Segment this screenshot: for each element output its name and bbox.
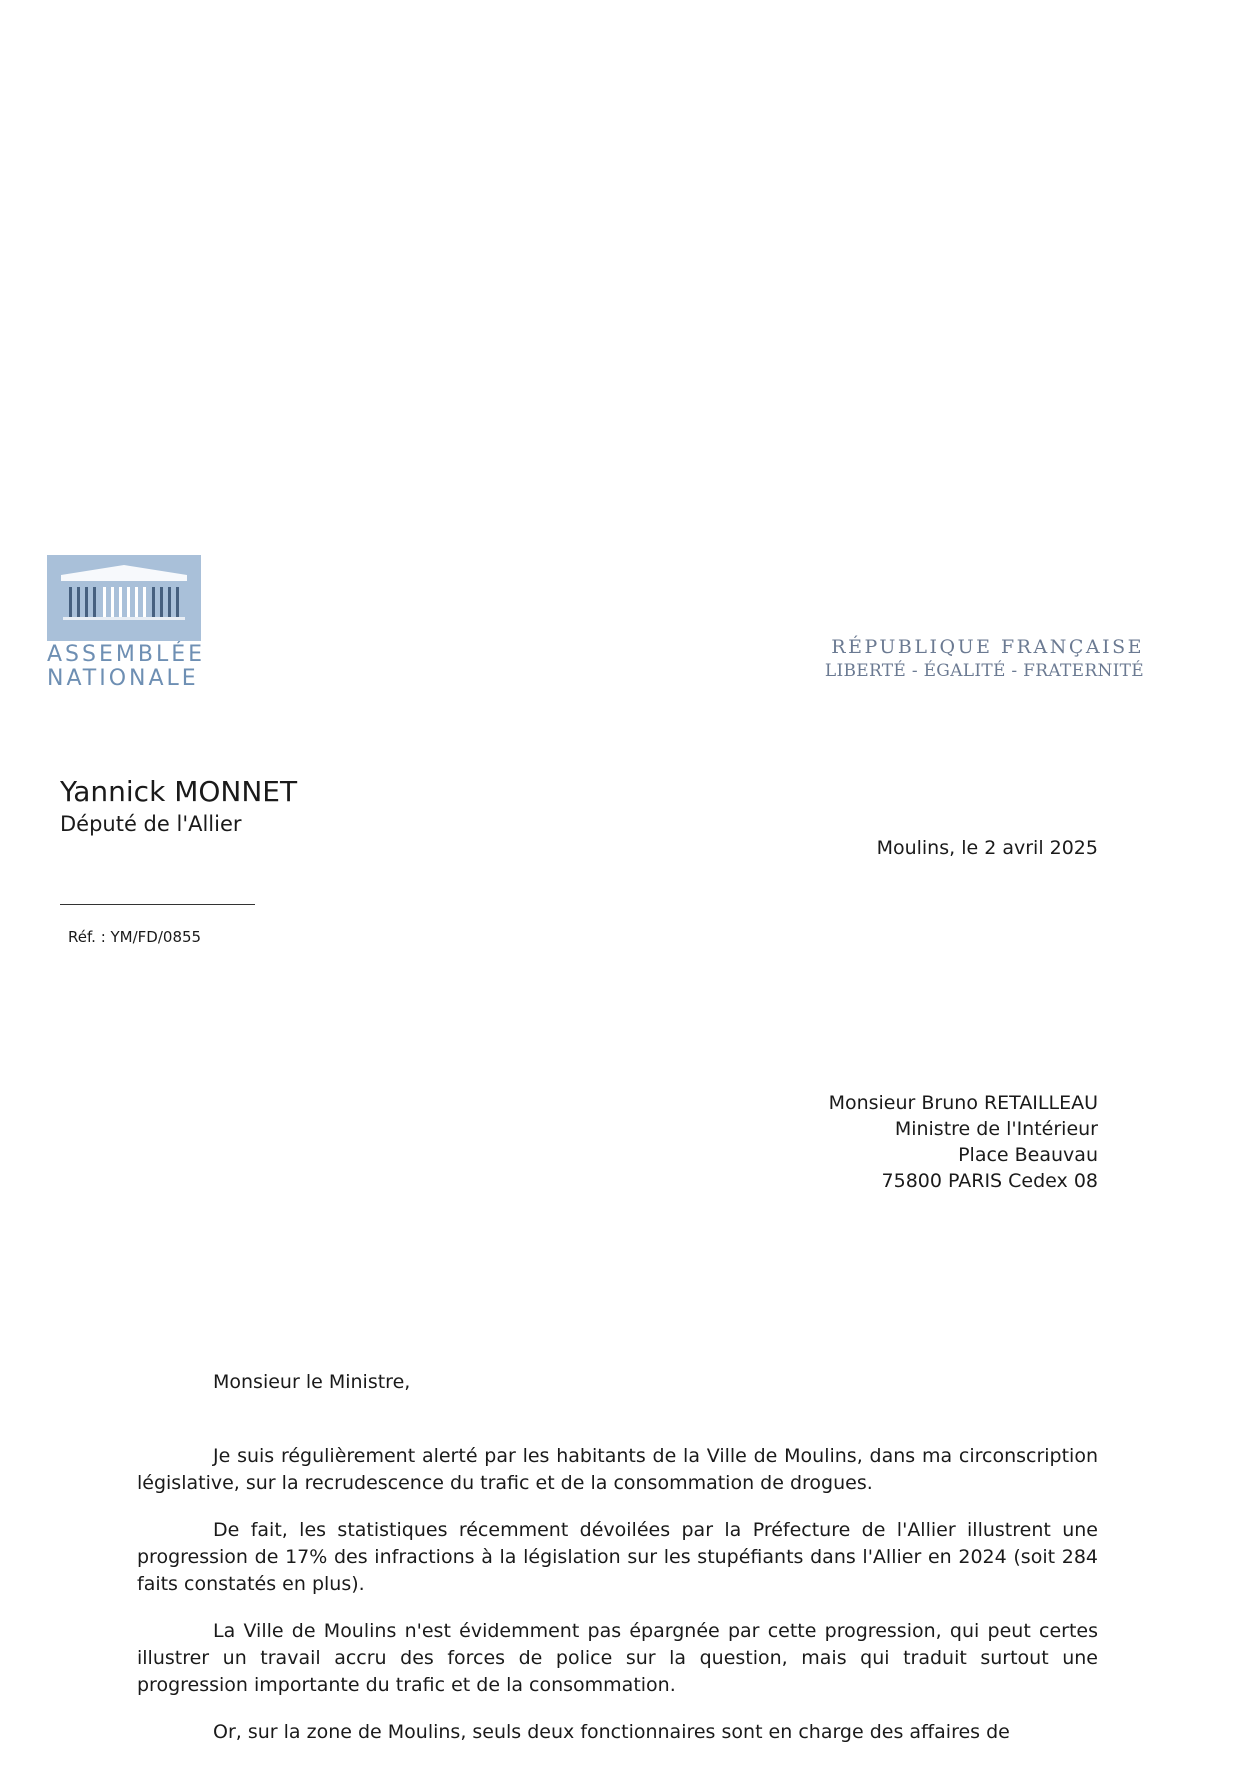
salutation: Monsieur le Ministre, — [213, 1371, 411, 1393]
body-paragraph: Je suis régulièrement alerté par les habitants de la Ville de Moulins, dans ma circonscription législative, sur la recrudescence du trafic et de la consommation de drogues. — [137, 1445, 1098, 1494]
assemblee-nationale-columns-icon — [47, 555, 201, 641]
recipient-title: Ministre de l'Intérieur — [894, 1118, 1098, 1140]
republic-name: RÉPUBLIQUE FRANÇAISE — [831, 636, 1144, 658]
logo-text-line1: ASSEMBLÉE — [47, 642, 206, 667]
republic-motto: LIBERTÉ - ÉGALITÉ - FRATERNITÉ — [824, 661, 1144, 681]
sender-divider — [60, 904, 255, 905]
recipient-name: Monsieur Bruno RETAILLEAU — [828, 1092, 1098, 1114]
body-paragraph: Or, sur la zone de Moulins, seuls deux fonctionnaires sont en charge des affaires de — [213, 1721, 1010, 1743]
reference-number: Réf. : YM/FD/0855 — [68, 928, 202, 946]
date-line: Moulins, le 2 avril 2025 — [876, 837, 1098, 859]
body-paragraph: La Ville de Moulins n'est évidemment pas épargnée par cette progression, qui peut certes illustrer un travail accru des forces de police sur la question, mais qui traduit surtout une progression importante du trafic et de la consommation. — [137, 1620, 1098, 1696]
recipient-address — [829, 1090, 1098, 1194]
sender-name: Yannick MONNET — [60, 775, 298, 808]
sender-title: Député de l'Allier — [60, 812, 242, 836]
recipient-city: 75800 PARIS Cedex 08 — [881, 1170, 1098, 1192]
assemblee-nationale-logo — [47, 555, 207, 691]
body-paragraph: De fait, les statistiques récemment dévoilées par la Préfecture de l'Allier illustrent une progression de 17% des infractions à la législation sur les stupéfiants dans l'Allier en 2024 (soit 284 faits constatés en plus). — [137, 1519, 1098, 1595]
letter-body — [137, 1443, 1098, 1766]
logo-text-line2: NATIONALE — [47, 666, 199, 691]
recipient-street: Place Beauvau — [958, 1144, 1098, 1166]
republic-header — [825, 635, 1144, 683]
